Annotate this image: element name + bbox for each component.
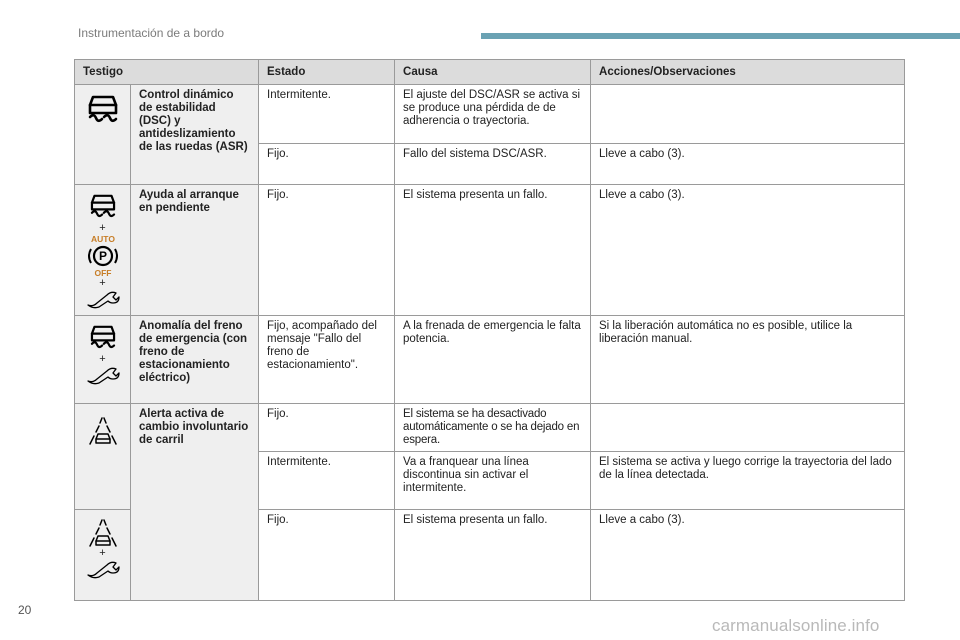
estado-cell: Intermitente. bbox=[259, 85, 395, 144]
estado-cell: Intermitente. bbox=[259, 452, 395, 510]
acciones-cell bbox=[591, 85, 905, 144]
warning-lights-table bbox=[74, 59, 905, 601]
emergency-brake-icon-cell bbox=[75, 316, 131, 404]
causa-cell: El sistema presenta un fallo. bbox=[395, 510, 591, 601]
acciones-cell: El sistema se activa y luego corrige la trayectoria del lado de la línea detectada. bbox=[591, 452, 905, 510]
wrench-icon bbox=[85, 289, 121, 309]
causa-cell: El sistema presenta un fallo. bbox=[395, 185, 591, 316]
skid-car-icon bbox=[87, 189, 119, 223]
table-row bbox=[75, 316, 905, 404]
lane-departure-fault-icon-cell bbox=[75, 510, 131, 601]
table-row bbox=[75, 404, 905, 452]
header-title: Instrumentación de a bordo bbox=[78, 26, 225, 40]
skid-car-icon bbox=[87, 320, 119, 354]
off-label: OFF bbox=[94, 268, 111, 278]
lane-departure-icon bbox=[87, 412, 119, 446]
table-row bbox=[75, 85, 905, 144]
acciones-cell: Lleve a cabo (3). bbox=[591, 185, 905, 316]
p-label: P bbox=[98, 249, 107, 263]
page-number: 20 bbox=[18, 603, 32, 617]
estado-cell: Fijo. bbox=[259, 510, 395, 601]
estado-cell: Fijo. bbox=[259, 185, 395, 316]
table-header-row bbox=[75, 60, 905, 85]
dsc-icon-cell bbox=[75, 85, 131, 185]
acciones-cell: Lleve a cabo (3). bbox=[591, 144, 905, 185]
lane-departure-icon bbox=[87, 514, 119, 548]
estado-cell: Fijo. bbox=[259, 144, 395, 185]
wrench-icon bbox=[85, 559, 121, 579]
column-header-causa: Causa bbox=[395, 60, 591, 85]
lane-departure-icon-cell bbox=[75, 404, 131, 510]
plus-sign: + bbox=[99, 277, 106, 289]
warning-name: Control dinámico de estabilidad (DSC) y antideslizamiento de las ruedas (ASR) bbox=[131, 85, 259, 185]
acciones-cell: Si la liberación automática no es posible, utilice la liberación manual. bbox=[591, 316, 905, 404]
plus-sign: + bbox=[99, 547, 106, 559]
table-row bbox=[75, 185, 905, 316]
skid-car-icon bbox=[85, 89, 121, 129]
header-accent-bar bbox=[481, 33, 960, 39]
estado-cell: Fijo. bbox=[259, 404, 395, 452]
acciones-cell: Lleve a cabo (3). bbox=[591, 510, 905, 601]
warning-name: Alerta activa de cambio involuntario de carril bbox=[131, 404, 259, 601]
causa-cell: Va a franquear una línea discontinua sin activar el intermitente. bbox=[395, 452, 591, 510]
causa-cell: El sistema se ha desactivado automáticamente o se ha dejado en espera. bbox=[395, 404, 591, 452]
warning-name: Anomalía del freno de emergencia (con freno de estacionamiento eléctrico) bbox=[131, 316, 259, 404]
watermark: carmanualsonline.info bbox=[712, 616, 880, 635]
plus-sign: + bbox=[99, 222, 106, 234]
acciones-cell bbox=[591, 404, 905, 452]
estado-cell: Fijo, acompañado del mensaje "Fallo del freno de estacionamiento". bbox=[259, 316, 395, 404]
auto-park-off-icon bbox=[85, 234, 121, 278]
warning-name: Ayuda al arranque en pendiente bbox=[131, 185, 259, 316]
hill-start-icon-cell bbox=[75, 185, 131, 316]
causa-cell: Fallo del sistema DSC/ASR. bbox=[395, 144, 591, 185]
wrench-icon bbox=[85, 365, 121, 385]
auto-label: AUTO bbox=[90, 234, 115, 244]
causa-cell: A la frenada de emergencia le falta potencia. bbox=[395, 316, 591, 404]
column-header-testigo: Testigo bbox=[75, 60, 259, 85]
column-header-acciones: Acciones/Observaciones bbox=[591, 60, 905, 85]
column-header-estado: Estado bbox=[259, 60, 395, 85]
causa-cell: El ajuste del DSC/ASR se activa si se produce una pérdida de de adherencia o trayectoria. bbox=[395, 85, 591, 144]
plus-sign: + bbox=[99, 353, 106, 365]
